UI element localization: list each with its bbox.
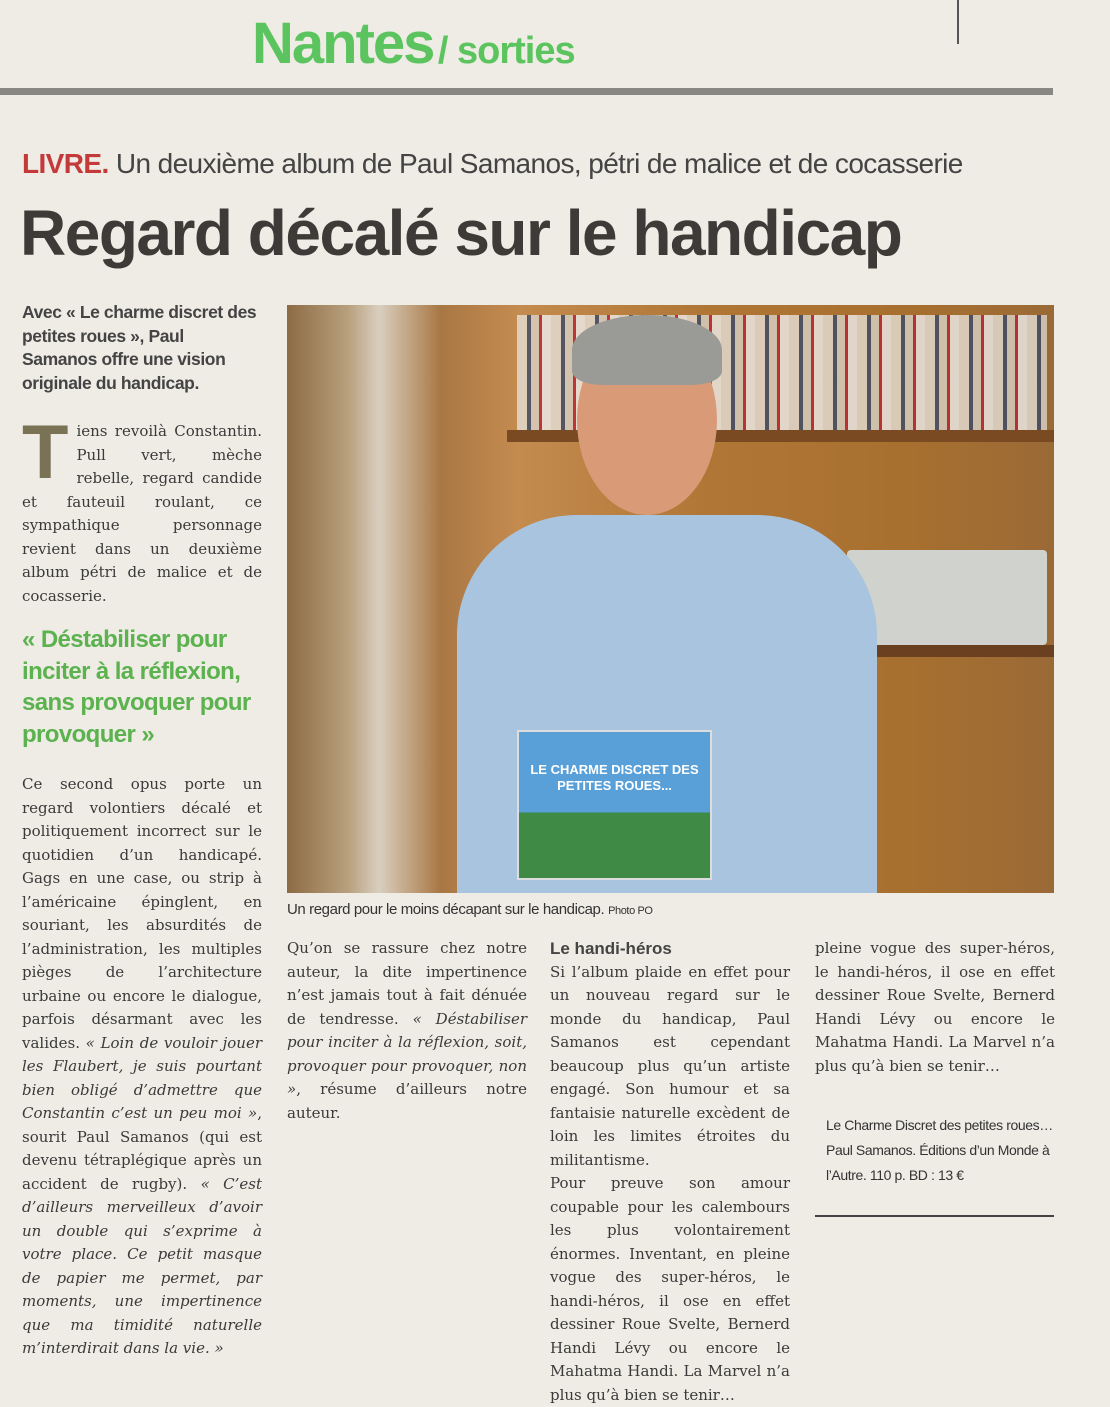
- header-rule: [0, 88, 1053, 95]
- body-text: , résume d’ailleurs notre auteur.: [287, 1080, 527, 1122]
- book-cover: [517, 730, 712, 880]
- book-info-box: Le Charme Discret des petites roues… Paul Samanos. Éditions d’un Monde à l’Autre. 110 p. BD : 13 €: [826, 1117, 1053, 1183]
- kicker: [22, 148, 963, 180]
- kicker-label: LIVRE.: [22, 148, 109, 179]
- quote-text: « Déstabiliser pour inciter à la réflexion, soit, provoquer pour provoquer, non »: [287, 1009, 527, 1098]
- author-photo: [287, 305, 1054, 893]
- body-text: Pour preuve son amour coupable pour les calembours les plus volontairement énormes. Inventant, en pleine vogue des super-héros, le handi-héros, il ose en effet dessiner Roue Svelte, Bernerd Handi Lévy ou encore le Mahatma Handi. La Marvel n’a plus qu’à bien se tenir…: [550, 1174, 790, 1404]
- intro-paragraph: [22, 410, 262, 608]
- section-subsection: / sorties: [437, 30, 575, 72]
- book-cover-title: LE CHARME DISCRET DES PETITES ROUES...: [530, 762, 699, 793]
- lead-paragraph: Avec « Le charme discret des petites roues », Paul Samanos offre une vision originale du handicap.: [22, 302, 257, 393]
- kicker-text: Un deuxième album de Paul Samanos, pétri de malice et de cocasserie: [115, 148, 963, 179]
- column-divider: [957, 0, 959, 44]
- section-header: [252, 10, 575, 77]
- intro-text: iens revoilà Constantin. Pull vert, mèche rebelle, regard candide et fauteuil roulant, ce sympathique personnage revient dans un deuxième album pétri de malice et de cocasserie.: [22, 422, 262, 605]
- pull-quote: « Déstabiliser pour inciter à la réflexion, sans provoquer pour provoquer »: [22, 626, 251, 748]
- body-column-4: [815, 937, 1055, 1078]
- body-text-continued: pleine vogue des super-héros, le handi-héros, il ose en effet dessiner Roue Svelte, Bernerd Handi Lévy ou encore le Mahatma Handi. La Marvel n’a plus qu’à bien se tenir…: [815, 939, 1055, 1075]
- body-text: Qu’on se rassure chez notre auteur, la dite impertinence n’est jamais tout à fait dénuée de tendresse.: [287, 939, 527, 1028]
- photo-credit: Photo PO: [608, 905, 653, 917]
- info-rule: [815, 1215, 1054, 1217]
- body-column-3: [550, 937, 790, 1404]
- body-column-2: [287, 937, 527, 1125]
- quote-text: « C’est d’ailleurs merveilleux d’avoir un double qui s’exprime à votre place. Ce petit masque de papier me permet, par moments, une impertinence que ma timidité naturelle m’interdirait dans la vie. »: [22, 1174, 262, 1357]
- headline: Regard décalé sur le handicap: [20, 197, 902, 269]
- printer: [847, 550, 1047, 645]
- drop-cap: T: [22, 410, 69, 495]
- body-column-1: [22, 773, 262, 1357]
- section-city: Nantes: [252, 11, 434, 76]
- body-text: Ce second opus porte un regard volontiers décalé et politiquement incorrect sur le quotidien d’un handicapé. Gags en une case, ou strip à l’américaine épinglent, en souriant, les absurdités de l’administration, les multiples pièges de l’architecture urbaine ou encore le dialogue, parfois désarmant avec les valides.: [22, 775, 262, 1052]
- body-text: Si l’album plaide en effet pour un nouveau regard sur le monde du handicap, Paul Samanos est cependant beaucoup plus qu’un artiste engagé. Son humour et sa fantaisie naturelle excèdent de loin les limites étroites du militantisme.: [550, 962, 790, 1169]
- person-hair: [572, 315, 722, 385]
- quote-text: « Loin de vouloir jouer les Flaubert, je suis pourtant bien obligé d’admettre que Constantin c’est un peu moi »: [22, 1033, 262, 1122]
- caption-text: Un regard pour le moins décapant sur le handicap.: [287, 901, 605, 918]
- photo-caption: [287, 901, 653, 918]
- body-text: , sourit Paul Samanos (qui est devenu tétraplégique après un accident de rugby).: [22, 1104, 262, 1193]
- subheading: Le handi-héros: [550, 939, 672, 958]
